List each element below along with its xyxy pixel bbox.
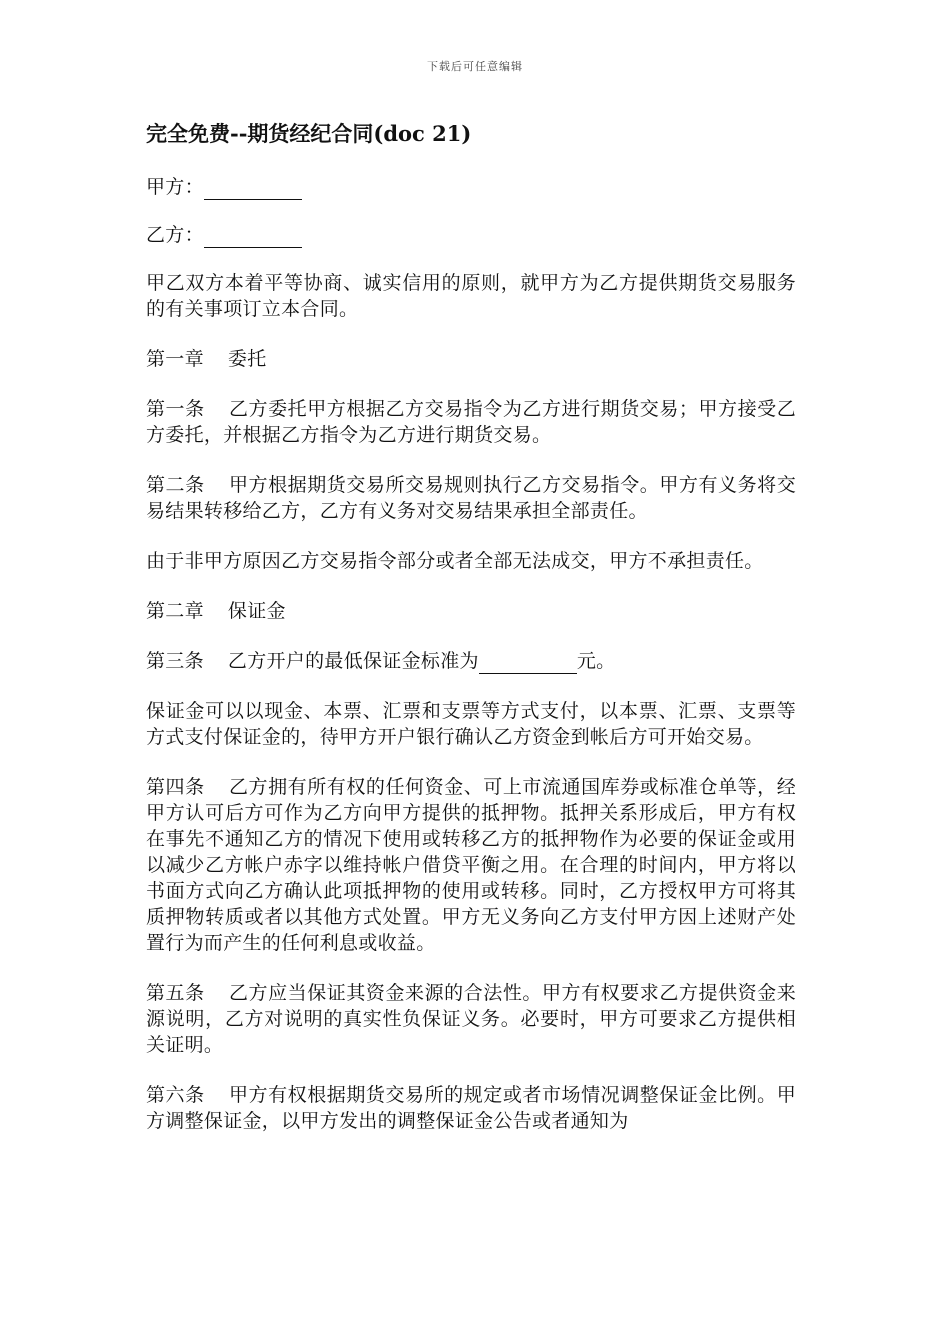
- article-number: 第五条: [146, 982, 205, 1004]
- article-text: 甲方有权根据期货交易所的规定或者市场情况调整保证金比例。甲方调整保证金，以甲方发出的调整保证金公告或者通知为: [146, 1084, 796, 1132]
- article-text: 乙方拥有所有权的任何资金、可上市流通国库券或标准仓单等，经甲方认可后方可作为乙方向甲方提供的抵押物。抵押关系形成后，甲方有权在事先不通知乙方的情况下使用或转移乙方的抵押物作为必要的保证金或用以减少乙方帐户赤字以维持帐户借贷平衡之用。在合理的时间内，甲方将以书面方式向乙方确认此项抵押物的使用或转移。同时，乙方授权甲方可将其质押物转质或者以其他方式处置。甲方无义务向乙方支付甲方因上述财产处置行为而产生的任何利息或收益。: [146, 776, 796, 954]
- article-number: 第四条: [146, 776, 205, 798]
- party-a-blank: [204, 180, 302, 200]
- chapter-name: 委托: [227, 348, 267, 370]
- party-a-label: 甲方：: [146, 176, 204, 198]
- chapter-heading: [146, 598, 796, 624]
- article-number: 第二条: [146, 474, 205, 496]
- chapter-number: 第二章: [146, 600, 204, 622]
- article-text: 乙方开户的最低保证金标准为: [227, 650, 479, 672]
- article-paragraph: [146, 396, 796, 448]
- article-paragraph: [146, 1082, 796, 1134]
- header-note: 下载后可任意编辑: [427, 60, 523, 73]
- body-paragraph: 由于非甲方原因乙方交易指令部分或者全部无法成交，甲方不承担责任。: [146, 550, 764, 572]
- deposit-amount-blank: [479, 654, 577, 674]
- chapter-number: 第一章: [146, 348, 204, 370]
- article-number: 第三条: [146, 650, 204, 672]
- party-b-line: [146, 222, 796, 248]
- article-text: 甲方根据期货交易所交易规则执行乙方交易指令。甲方有义务将交易结果转移给乙方，乙方有义务对交易结果承担全部责任。: [146, 474, 796, 522]
- article-paragraph: [146, 648, 796, 674]
- article-text: 乙方应当保证其资金来源的合法性。甲方有权要求乙方提供资金来源说明，乙方对说明的真实性负保证义务。必要时，甲方可要求乙方提供相关证明。: [146, 982, 796, 1056]
- party-b-label: 乙方：: [146, 224, 204, 246]
- party-b-blank: [204, 228, 302, 248]
- article-text: 乙方委托甲方根据乙方交易指令为乙方进行期货交易；甲方接受乙方委托，并根据乙方指令为乙方进行期货交易。: [146, 398, 796, 446]
- document-title: 完全免费--期货经纪合同(doc 21): [146, 121, 472, 146]
- article-paragraph: [146, 980, 796, 1058]
- article-number: 第一条: [146, 398, 205, 420]
- article-paragraph: [146, 472, 796, 524]
- intro-paragraph: 甲乙双方本着平等协商、诚实信用的原则，就甲方为乙方提供期货交易服务的有关事项订立本合同。: [146, 272, 796, 320]
- chapter-name: 保证金: [227, 600, 286, 622]
- article-paragraph: [146, 774, 796, 956]
- body-paragraph: 保证金可以以现金、本票、汇票和支票等方式支付，以本票、汇票、支票等方式支付保证金的，待甲方开户银行确认乙方资金到帐后方可开始交易。: [146, 700, 796, 748]
- article-number: 第六条: [146, 1084, 205, 1106]
- article-text-suffix: 元。: [576, 650, 616, 672]
- party-a-line: [146, 174, 796, 200]
- chapter-heading: [146, 346, 796, 372]
- document-body: [146, 118, 796, 1158]
